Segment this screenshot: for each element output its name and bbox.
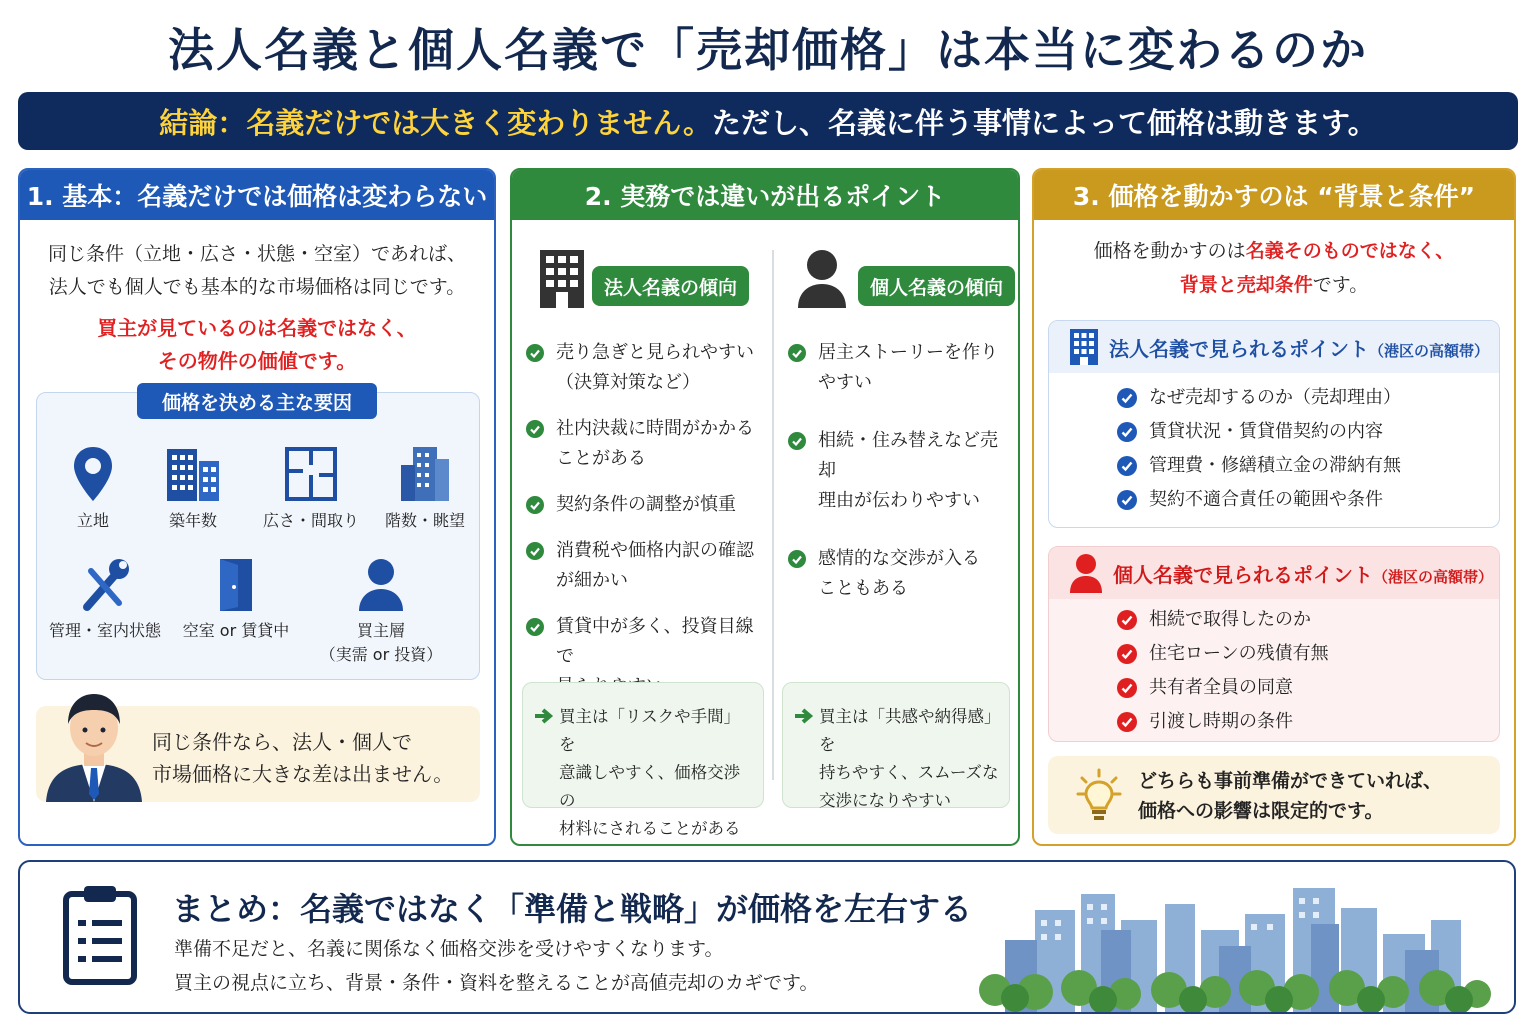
- tip-box: [1048, 756, 1500, 834]
- corp-points-title: 法人名義で見られるポイント: [1109, 336, 1369, 361]
- intro-emphasis: 名義そのものではなく、: [1245, 240, 1455, 262]
- note-line: 交渉になりやすい: [819, 791, 951, 810]
- ind-tendency-badge: 個人名義の傾向: [858, 266, 1015, 306]
- list-item: [526, 338, 766, 398]
- list-item-line: 理由が伝わりやすい: [818, 490, 980, 511]
- column-practical-heading: 2. 実務では違いが出るポイント: [512, 170, 1018, 220]
- check-icon: [1117, 644, 1137, 664]
- list-item: [1117, 637, 1329, 671]
- basics-red-note: [20, 312, 494, 378]
- point-text: 管理費・修繕積立金の滞納有無: [1149, 455, 1401, 476]
- conclusion-rest: ただし、名義に伴う事情によって価格は動きます。: [712, 105, 1377, 140]
- factor-buyer-type: [301, 557, 461, 667]
- basics-summary-line: 市場価格に大きな差は出ません。: [152, 762, 454, 786]
- column-practical: [510, 168, 1020, 846]
- corp-tendency-list: [526, 338, 766, 702]
- check-icon: [1117, 456, 1137, 476]
- map-pin-icon: [71, 445, 115, 503]
- column-basics: [18, 168, 496, 846]
- list-item: [1117, 449, 1401, 483]
- factor-floor-view: [373, 445, 477, 533]
- lightbulb-icon: [1076, 768, 1122, 822]
- list-item: [1117, 671, 1329, 705]
- point-text: 住宅ローンの残債有無: [1149, 643, 1329, 664]
- point-text: 引渡し時期の条件: [1149, 711, 1293, 732]
- ind-points-suffix: （港区の高額帯）: [1373, 567, 1494, 586]
- tower-icon: [399, 445, 451, 503]
- note-line: 材料にされることがある: [559, 819, 741, 838]
- note-line: 買主は「共感や納得感」を: [819, 707, 1001, 754]
- list-item: [1117, 603, 1329, 637]
- point-text: 共有者全員の同意: [1149, 677, 1293, 698]
- column-background-heading: 3. 価格を動かすのは “背景と条件”: [1034, 170, 1514, 220]
- building-icon: [1069, 328, 1099, 366]
- factor-sublabel: （実需 or 投資）: [319, 645, 443, 664]
- list-item: [788, 338, 1014, 398]
- factor-management: [39, 557, 171, 643]
- list-item: [788, 544, 1014, 604]
- office-building-icon: [538, 248, 586, 310]
- column-background: [1032, 168, 1516, 846]
- list-item-line: ことがある: [556, 448, 646, 469]
- note-line: 意識しやすく、価格交渉の: [559, 763, 741, 810]
- tip-line: どちらも事前準備ができていれば、: [1138, 770, 1443, 792]
- list-item-line: 売り急ぎと見られやすい: [556, 342, 754, 363]
- check-icon: [526, 496, 544, 514]
- tools-icon: [79, 557, 131, 613]
- list-item: [526, 414, 766, 474]
- note-line: 買主は「リスクや手間」を: [559, 707, 741, 754]
- list-item: [526, 490, 766, 520]
- check-icon: [788, 432, 806, 450]
- list-item: [1117, 483, 1401, 517]
- check-icon: [526, 344, 544, 362]
- list-item: [788, 426, 1014, 516]
- point-text: なぜ売却するのか（売却理由）: [1149, 387, 1401, 408]
- factor-label: 階数・眺望: [384, 511, 465, 530]
- ind-points-list: [1117, 603, 1329, 739]
- point-text: 相続で取得したのか: [1149, 609, 1311, 630]
- price-factors-box: [36, 392, 480, 680]
- factor-label: 広さ・間取り: [262, 511, 359, 530]
- list-item: [1117, 381, 1401, 415]
- clipboard-icon: [62, 882, 138, 986]
- intro-text: です。: [1312, 274, 1369, 296]
- factor-label: 買主層: [356, 621, 405, 640]
- summary-line-1: 準備不足だと、名義に関係なく価格交渉を受けやすくなります。: [174, 938, 724, 960]
- check-icon: [1117, 388, 1137, 408]
- summary-box: [18, 860, 1516, 1014]
- basics-intro-line: 同じ条件（立地・広さ・状態・空室）であれば、: [47, 243, 466, 265]
- list-item-line: が細かい: [556, 570, 628, 591]
- person-icon: [796, 248, 848, 310]
- note-line: 持ちやすく、スムーズな: [819, 763, 999, 782]
- basics-red-line: 買主が見ているのは名義ではなく、: [97, 316, 417, 340]
- conclusion-banner: [18, 92, 1518, 150]
- check-icon: [526, 618, 544, 636]
- businessman-icon: [42, 690, 146, 802]
- factor-vacancy: [171, 557, 301, 643]
- factor-label: 築年数: [168, 511, 217, 530]
- arrow-right-icon: [533, 707, 555, 725]
- basics-intro: [20, 238, 494, 304]
- list-item-line: 社内決裁に時間がかかる: [556, 418, 754, 439]
- factor-label: 管理・室内状態: [48, 621, 161, 640]
- intro-text: 価格を動かすのは: [1093, 240, 1246, 262]
- list-item-line: やすい: [818, 372, 872, 393]
- basics-summary-line: 同じ条件なら、法人・個人で: [152, 730, 412, 754]
- check-icon: [526, 542, 544, 560]
- column-divider: [772, 250, 774, 780]
- building-icon: [165, 445, 221, 503]
- summary-title: まとめ：名義ではなく「準備と戦略」が価格を左右する: [172, 890, 973, 928]
- point-text: 賃貸状況・賃貸借契約の内容: [1149, 421, 1383, 442]
- corp-buyer-note: [522, 682, 764, 838]
- list-item-line: （決算対策など）: [556, 372, 700, 393]
- list-item: [1117, 705, 1329, 739]
- check-icon: [1117, 712, 1137, 732]
- ind-tendency-list: [788, 338, 1014, 604]
- basics-summary-box: [36, 706, 480, 802]
- tip-line: 価格への影響は限定的です。: [1138, 800, 1384, 822]
- ind-buyer-note: [782, 682, 1010, 808]
- list-item: [1117, 415, 1401, 449]
- summary-line-2: 買主の視点に立ち、背景・条件・資料を整えることが高値売却のカギです。: [174, 972, 819, 994]
- corp-tendency-badge: 法人名義の傾向: [592, 266, 749, 306]
- ind-points-box: [1048, 546, 1500, 742]
- cityscape-illustration: [975, 880, 1495, 1014]
- list-item-line: 相続・住み替えなど売却: [818, 430, 998, 481]
- check-icon: [788, 550, 806, 568]
- basics-intro-line: 法人でも個人でも基本的な市場価格は同じです。: [48, 276, 466, 298]
- factor-location: [43, 445, 143, 533]
- list-item-line: 居主ストーリーを作り: [818, 342, 998, 363]
- list-item-line: こともある: [818, 578, 908, 599]
- factor-label: 立地: [76, 511, 109, 530]
- corp-points-suffix: （港区の高額帯）: [1369, 341, 1490, 360]
- floorplan-icon: [283, 445, 339, 503]
- price-factors-label: 価格を決める主な要因: [137, 383, 377, 419]
- list-item-line: 契約条件の調整が慎重: [556, 494, 736, 515]
- check-icon: [1117, 678, 1137, 698]
- list-item-line: 賃貸中が多く、投資目線で: [556, 616, 754, 667]
- person-icon: [1069, 553, 1103, 593]
- basics-red-line: その物件の価値です。: [157, 349, 357, 373]
- person-icon: [356, 557, 406, 613]
- conclusion-highlight: 結論：名義だけでは大きく変わりません。: [159, 105, 713, 140]
- factor-floorplan: [249, 445, 373, 533]
- page-title: 法人名義と個人名義で「売却価格」は本当に変わるのか: [168, 23, 1368, 77]
- check-icon: [526, 420, 544, 438]
- check-icon: [1117, 422, 1137, 442]
- door-icon: [214, 557, 258, 613]
- factor-label: 空室 or 賃貸中: [182, 621, 290, 640]
- ind-points-header: [1049, 547, 1499, 599]
- background-intro: [1034, 234, 1514, 302]
- arrow-right-icon: [793, 707, 815, 725]
- ind-points-title: 個人名義で見られるポイント: [1113, 562, 1373, 587]
- corp-points-header: [1049, 321, 1499, 373]
- list-item: [526, 536, 766, 596]
- point-text: 契約不適合責任の範囲や条件: [1149, 489, 1383, 510]
- column-basics-heading: 1. 基本：名義だけでは価格は変わらない: [20, 170, 494, 220]
- corp-points-box: [1048, 320, 1500, 528]
- basics-summary-text: [152, 726, 453, 790]
- corp-points-list: [1117, 381, 1401, 517]
- list-item-line: 感情的な交渉が入る: [818, 548, 980, 569]
- tip-text: [1138, 766, 1442, 826]
- check-icon: [1117, 490, 1137, 510]
- intro-emphasis: 背景と売却条件: [1179, 274, 1313, 296]
- list-item-line: 消費税や価格内訳の確認: [556, 540, 754, 561]
- check-icon: [788, 344, 806, 362]
- factor-age: [143, 445, 243, 533]
- check-icon: [1117, 610, 1137, 630]
